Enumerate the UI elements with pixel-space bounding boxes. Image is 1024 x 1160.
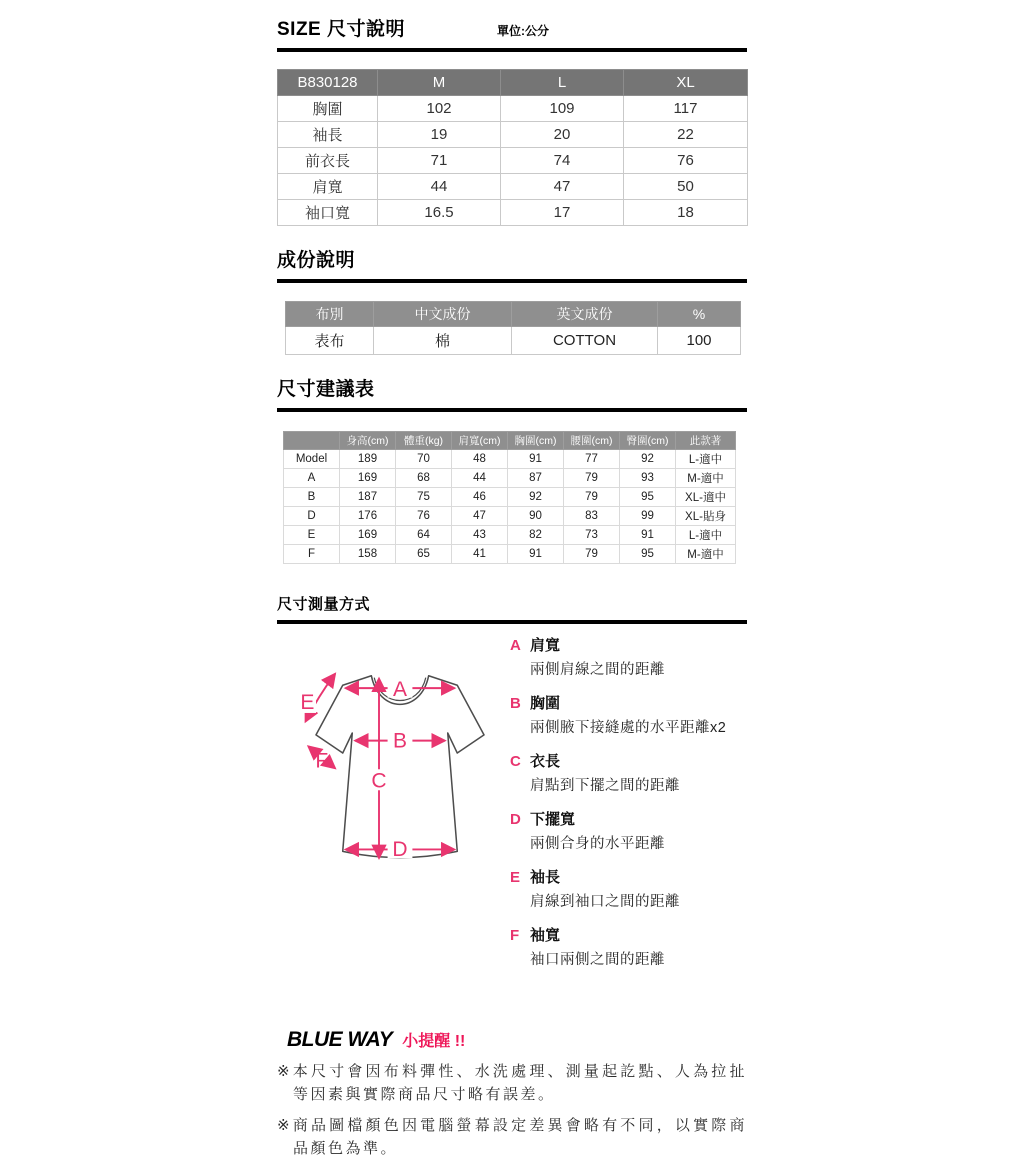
cell: 表布: [286, 327, 374, 355]
size-col-header-l: L: [501, 70, 624, 96]
cell: 65: [396, 545, 452, 564]
cell: F: [284, 545, 340, 564]
table-row: [284, 507, 736, 526]
cell: 76: [624, 148, 748, 174]
cell: 79: [564, 469, 620, 488]
cell: 102: [378, 96, 501, 122]
measurement-item-c: [510, 750, 747, 795]
cell: 44: [378, 174, 501, 200]
size-guide-page: [277, 0, 747, 1160]
table-row: [284, 469, 736, 488]
cell: 82: [508, 526, 564, 545]
size-col-header-xl: XL: [624, 70, 748, 96]
diagram-label-d: D: [392, 838, 407, 861]
table-row: [284, 488, 736, 507]
measurement-item-f: [510, 924, 747, 969]
tshirt-outline: [316, 676, 484, 858]
cell: 91: [508, 450, 564, 469]
cell: 46: [452, 488, 508, 507]
cell: 95: [620, 488, 676, 507]
size-table: [277, 69, 748, 226]
item-desc: 袖口兩側之間的距離: [530, 948, 747, 969]
diagram-label-e: E: [300, 691, 314, 714]
item-letter: A: [510, 637, 530, 654]
table-row: [278, 122, 748, 148]
row-label: 前衣長: [278, 148, 378, 174]
cell: XL-貼身: [676, 507, 736, 526]
table-row: [284, 545, 736, 564]
tshirt-diagram: [277, 630, 510, 982]
diagram-label-b: B: [393, 729, 407, 752]
measurement-item-d: [510, 808, 747, 853]
cell: 79: [564, 545, 620, 564]
item-letter: C: [510, 753, 530, 770]
cell: 75: [396, 488, 452, 507]
cell: Model: [284, 450, 340, 469]
cell: 92: [620, 450, 676, 469]
row-label: 袖口寬: [278, 200, 378, 226]
table-row: [284, 450, 736, 469]
cell: 41: [452, 545, 508, 564]
disclaimer-note: ※商品圖檔顏色因電腦螢幕設定差異會略有不同，以實際商品顏色為準。: [277, 1114, 747, 1160]
cell: 44: [452, 469, 508, 488]
row-label: 袖長: [278, 122, 378, 148]
product-code-header: B830128: [278, 70, 378, 96]
diagram-label-f: F: [315, 749, 328, 772]
fit-header: 此款著: [676, 432, 736, 450]
cell: 16.5: [378, 200, 501, 226]
composition-header-row: [286, 302, 741, 327]
table-row: [286, 327, 741, 355]
en-composition-header: 英文成份: [512, 302, 658, 327]
composition-section-heading: 成份說明: [277, 245, 747, 283]
shoulder-header: 肩寬(cm): [452, 432, 508, 450]
item-term: 袖長: [530, 869, 560, 886]
item-term: 肩寬: [530, 637, 560, 654]
cell: 187: [340, 488, 396, 507]
cell: 47: [501, 174, 624, 200]
cell: D: [284, 507, 340, 526]
measurement-item-e: [510, 866, 747, 911]
cell: 79: [564, 488, 620, 507]
item-letter: E: [510, 869, 530, 886]
cell: 100: [658, 327, 741, 355]
cell: 74: [501, 148, 624, 174]
weight-header: 體重(kg): [396, 432, 452, 450]
cell: 73: [564, 526, 620, 545]
cell: 176: [340, 507, 396, 526]
brand-logo: BLUE WAY: [287, 1028, 392, 1052]
cell: 19: [378, 122, 501, 148]
cell: 76: [396, 507, 452, 526]
cell: COTTON: [512, 327, 658, 355]
size-table-header-row: [278, 70, 748, 96]
cell: 169: [340, 526, 396, 545]
item-desc: 兩側腋下接縫處的水平距離x2: [530, 716, 747, 737]
cell: 20: [501, 122, 624, 148]
cn-composition-header: 中文成份: [374, 302, 512, 327]
cell: 99: [620, 507, 676, 526]
cell: L-適中: [676, 450, 736, 469]
arrow-f-cuff-lower: [329, 764, 335, 769]
item-term: 袖寬: [530, 927, 560, 944]
item-term: 衣長: [530, 753, 560, 770]
cell: 189: [340, 450, 396, 469]
cell: 68: [396, 469, 452, 488]
item-letter: D: [510, 811, 530, 828]
unit-label: 單位:公分: [497, 24, 549, 38]
cell: 43: [452, 526, 508, 545]
item-desc: 肩線到袖口之間的距離: [530, 890, 747, 911]
empty-header: [284, 432, 340, 450]
cell: B: [284, 488, 340, 507]
table-row: [278, 174, 748, 200]
item-desc: 兩側肩線之間的距離: [530, 658, 747, 679]
cell: 18: [624, 200, 748, 226]
suggestion-table: [283, 431, 736, 564]
cell: 83: [564, 507, 620, 526]
cell: 91: [620, 526, 676, 545]
cell: 117: [624, 96, 748, 122]
cell: 17: [501, 200, 624, 226]
item-letter: F: [510, 927, 530, 944]
measurement-descriptions: [510, 630, 747, 982]
cell: 93: [620, 469, 676, 488]
suggestion-header-row: [284, 432, 736, 450]
cell: 87: [508, 469, 564, 488]
cell: M-適中: [676, 545, 736, 564]
diagram-label-a: A: [393, 678, 407, 701]
cell: 47: [452, 507, 508, 526]
cell: 22: [624, 122, 748, 148]
item-term: 下擺寬: [530, 811, 575, 828]
cell: 109: [501, 96, 624, 122]
cell: 71: [378, 148, 501, 174]
measurement-item-a: [510, 634, 747, 679]
cell: 50: [624, 174, 748, 200]
cell: 158: [340, 545, 396, 564]
cell: A: [284, 469, 340, 488]
cell: 90: [508, 507, 564, 526]
row-label: 胸圍: [278, 96, 378, 122]
item-term: 胸圍: [530, 695, 560, 712]
table-row: [278, 96, 748, 122]
cell: M-適中: [676, 469, 736, 488]
cell: 77: [564, 450, 620, 469]
page-title: SIZE 尺寸說明: [277, 19, 405, 40]
reminder-label: 小提醒 !!: [402, 1028, 465, 1051]
chest-header: 胸圍(cm): [508, 432, 564, 450]
brand-line: [287, 1028, 747, 1052]
cell: 棉: [374, 327, 512, 355]
cell: 70: [396, 450, 452, 469]
disclaimer-notes: [277, 1060, 747, 1160]
measurement-section: [277, 630, 747, 982]
hip-header: 臀圍(cm): [620, 432, 676, 450]
composition-table: [285, 301, 741, 355]
waist-header: 腰圍(cm): [564, 432, 620, 450]
suggestion-section-heading: 尺寸建議表: [277, 374, 747, 412]
cell: 169: [340, 469, 396, 488]
height-header: 身高(cm): [340, 432, 396, 450]
percent-header: %: [658, 302, 741, 327]
table-row: [278, 148, 748, 174]
cell: 91: [508, 545, 564, 564]
measurement-item-b: [510, 692, 747, 737]
tshirt-measurement-diagram-svg: [295, 650, 505, 900]
item-desc: 兩側合身的水平距離: [530, 832, 747, 853]
cell: 64: [396, 526, 452, 545]
table-row: [284, 526, 736, 545]
footer: [277, 1028, 747, 1160]
diagram-label-c: C: [371, 769, 386, 792]
cell: 48: [452, 450, 508, 469]
cell: E: [284, 526, 340, 545]
fabric-type-header: 布別: [286, 302, 374, 327]
cell: XL-適中: [676, 488, 736, 507]
arrow-f-cuff-upper: [308, 746, 314, 751]
cell: 92: [508, 488, 564, 507]
table-row: [278, 200, 748, 226]
measurement-section-heading: 尺寸測量方式: [277, 593, 747, 624]
cell: 95: [620, 545, 676, 564]
size-col-header-m: M: [378, 70, 501, 96]
item-desc: 肩點到下擺之間的距離: [530, 774, 747, 795]
disclaimer-note: ※本尺寸會因布料彈性、水洗處理、測量起訖點、人為拉扯等因素與實際商品尺寸略有誤差。: [277, 1060, 747, 1107]
size-section-heading: [277, 14, 747, 52]
item-letter: B: [510, 695, 530, 712]
row-label: 肩寬: [278, 174, 378, 200]
cell: L-適中: [676, 526, 736, 545]
